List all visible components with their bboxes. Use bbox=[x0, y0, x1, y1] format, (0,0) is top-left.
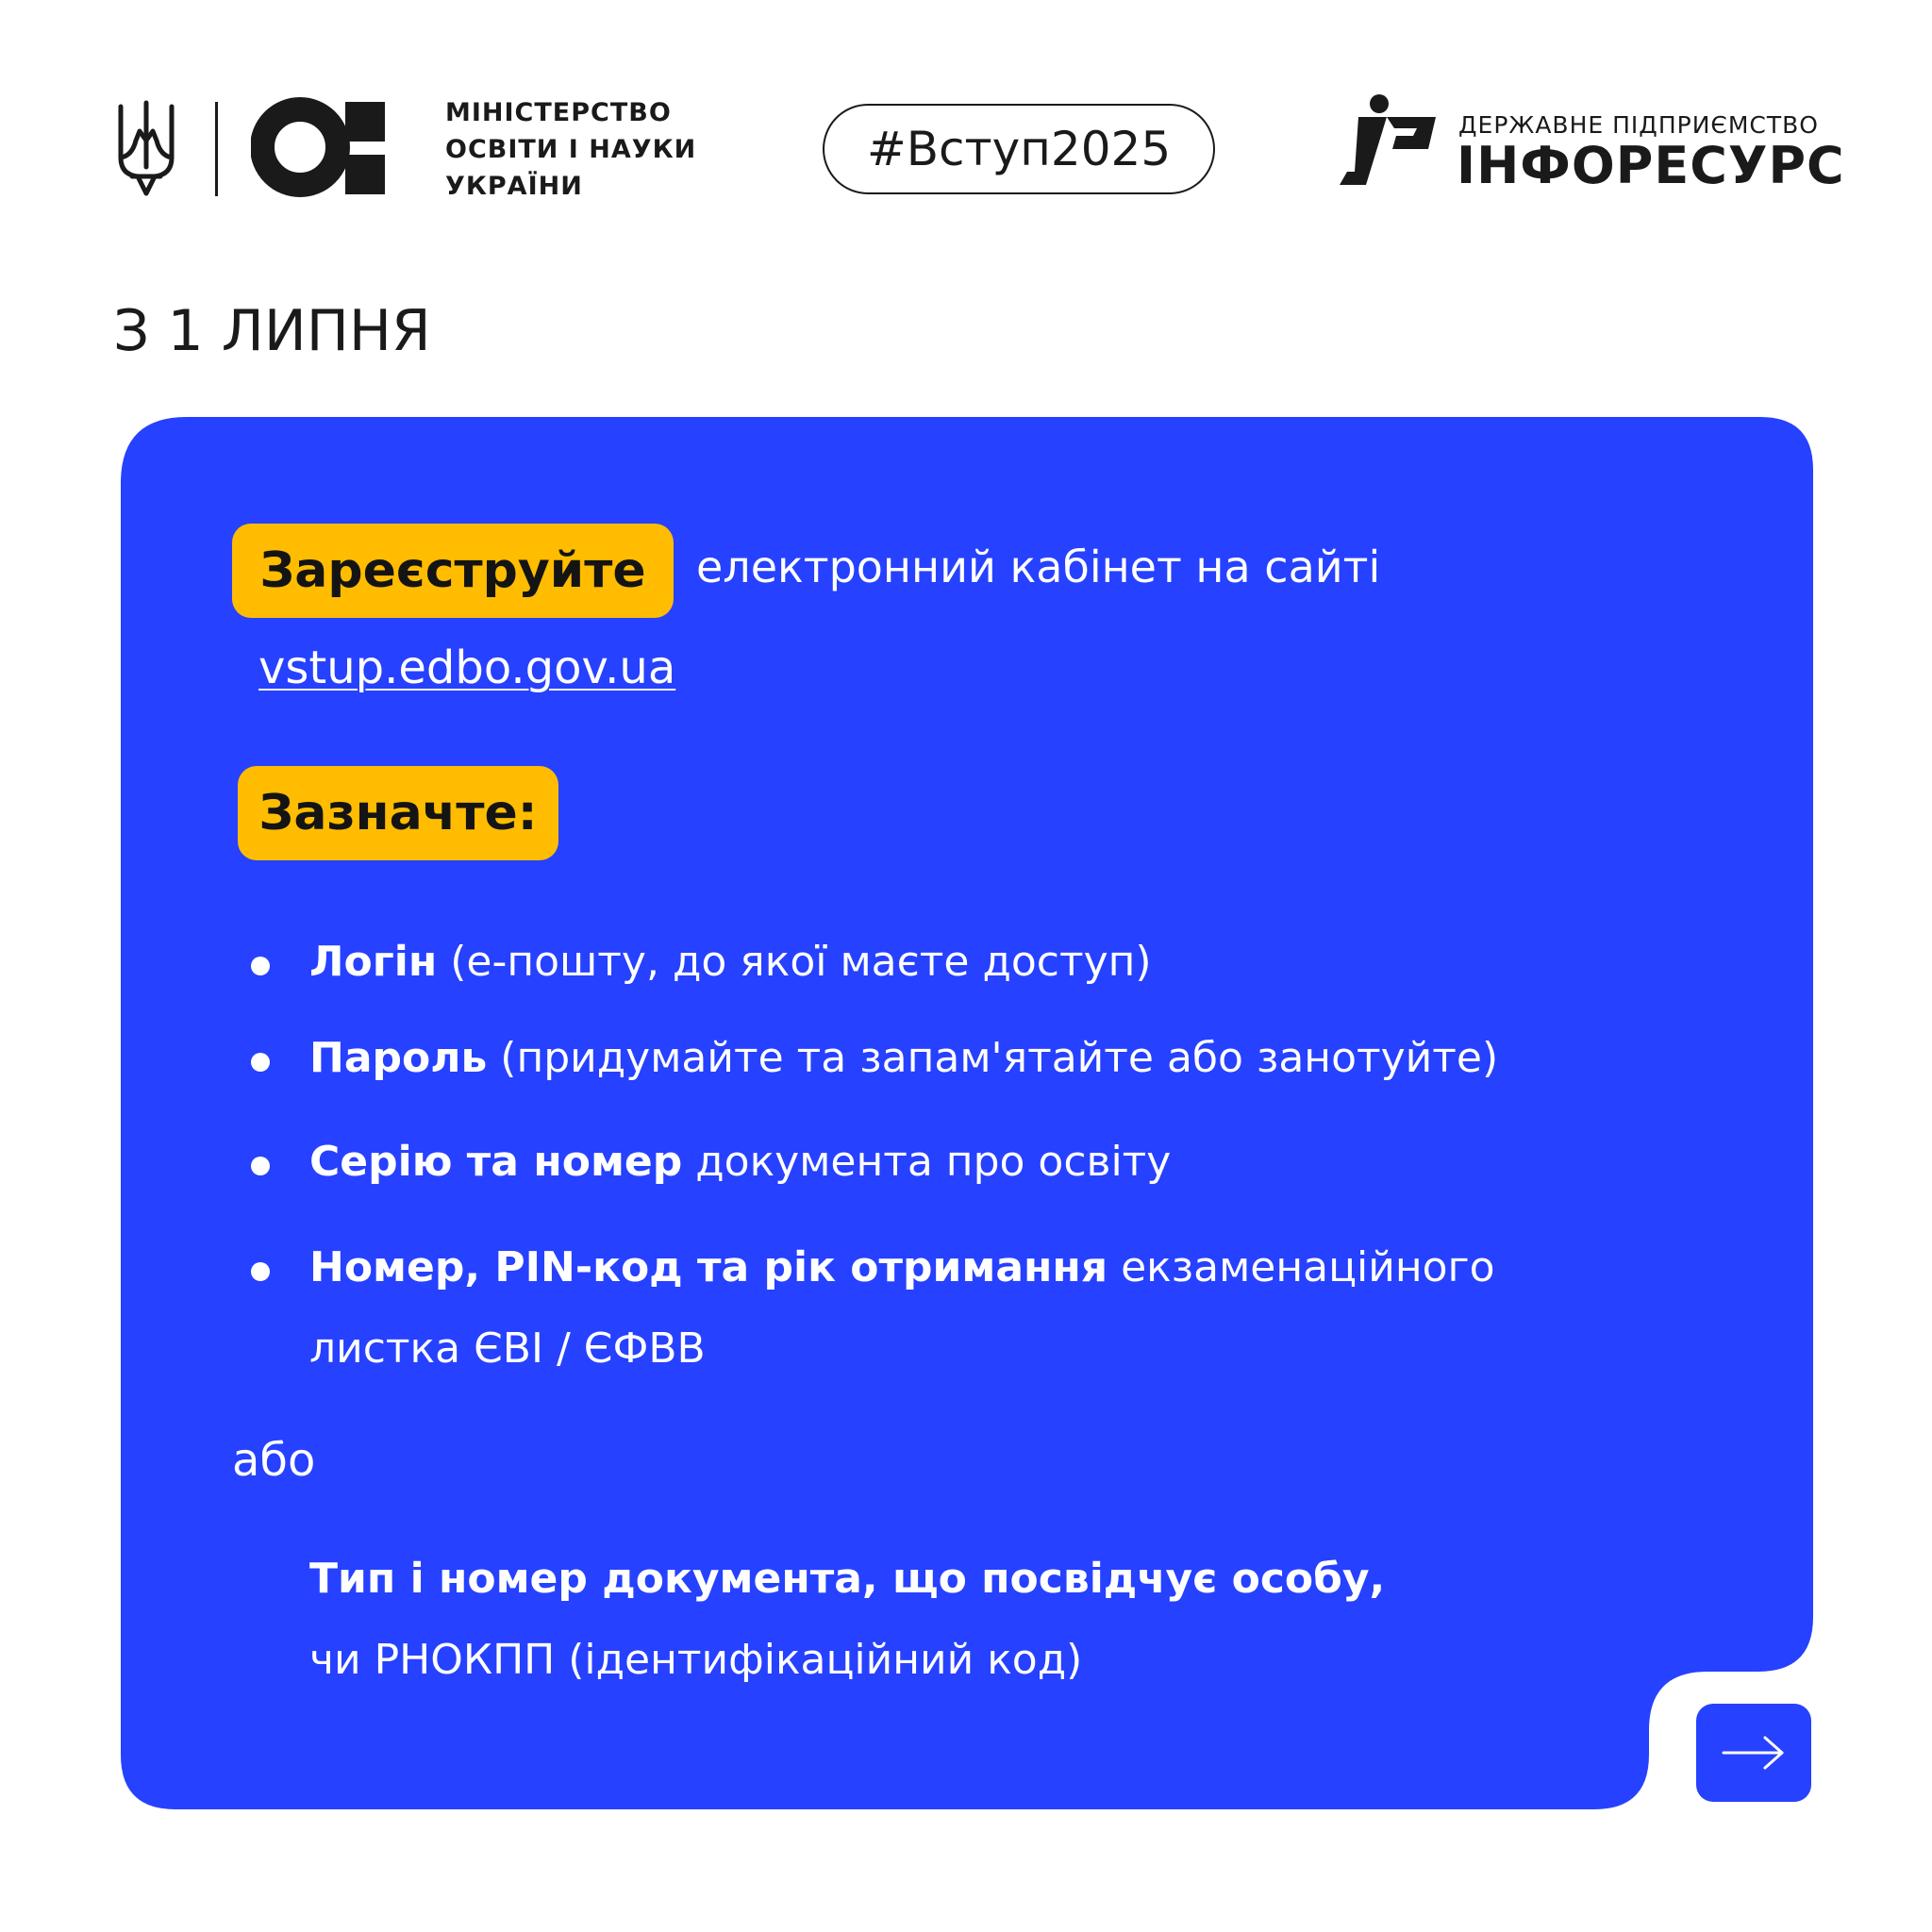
arrow-right-icon bbox=[1720, 1734, 1788, 1772]
bullet-dot bbox=[251, 1053, 270, 1072]
register-text: електронний кабінет на сайті bbox=[696, 541, 1381, 592]
partner-name: ІНФОРЕСУРС bbox=[1457, 136, 1845, 195]
register-badge: Зареєструйте bbox=[232, 524, 674, 618]
date-label: З 1 ЛИПНЯ bbox=[113, 298, 431, 364]
list-item-text: (придумайте та запам'ятайте або занотуйте) bbox=[487, 1034, 1499, 1082]
list-item-exam-sheet bbox=[309, 1243, 1495, 1291]
bullet-dot bbox=[251, 1157, 270, 1175]
id-document-text: Тип і номер документа, що посвідчує особу, bbox=[309, 1555, 1386, 1603]
list-item-text: документа про освіту bbox=[682, 1138, 1172, 1186]
ministry-name-line: УКРАЇНИ bbox=[445, 172, 583, 201]
or-text: або bbox=[232, 1434, 316, 1487]
list-item-bold: Серію та номер bbox=[309, 1138, 683, 1186]
hashtag-badge: #Вступ2025 bbox=[823, 104, 1215, 194]
bullet-dot bbox=[251, 1262, 270, 1281]
rnokpp-text: чи РНОКПП (ідентифікаційний код) bbox=[309, 1636, 1083, 1684]
list-item-bold: Номер, PIN-код та рік отримання bbox=[309, 1243, 1108, 1291]
list-item-education-doc bbox=[309, 1138, 1171, 1186]
partner-subtitle: ДЕРЖАВНЕ ПІДПРИЄМСТВО bbox=[1458, 111, 1819, 139]
list-item-password bbox=[309, 1034, 1498, 1082]
list-item-text: екзаменаційного bbox=[1108, 1243, 1495, 1291]
list-item-bold: Пароль bbox=[309, 1034, 488, 1082]
ministry-name-line: МІНІСТЕРСТВО bbox=[445, 98, 672, 127]
list-item-text: (е-пошту, до якої маєте доступ) bbox=[437, 938, 1152, 986]
ministry-name-line: ОСВІТИ І НАУКИ bbox=[445, 135, 697, 164]
list-item-bold: Логін bbox=[309, 938, 438, 986]
list-item-exam-sheet-cont: листка ЄВІ / ЄФВВ bbox=[309, 1324, 706, 1373]
indicate-badge: Зазначте: bbox=[238, 766, 558, 860]
list-item-login bbox=[309, 938, 1152, 986]
bullet-dot bbox=[251, 957, 270, 975]
next-button[interactable] bbox=[1696, 1704, 1811, 1802]
site-link[interactable]: vstup.edbo.gov.ua bbox=[258, 641, 676, 694]
